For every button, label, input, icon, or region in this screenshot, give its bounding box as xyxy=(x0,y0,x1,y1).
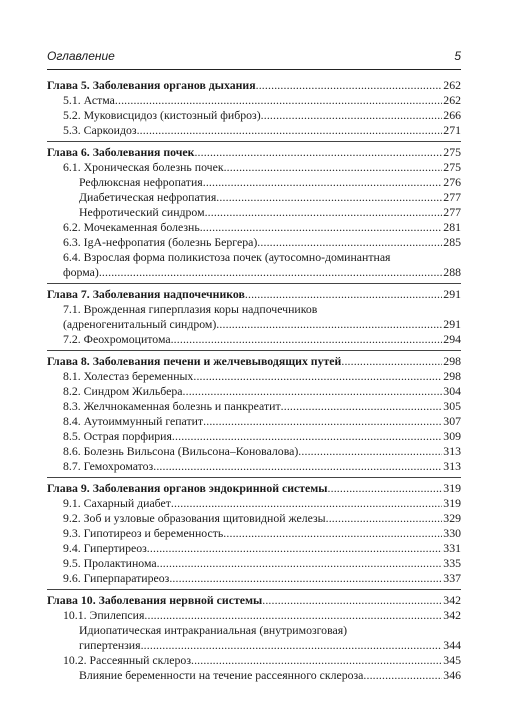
toc-entry[interactable] xyxy=(47,332,461,347)
toc-page-number: 319 xyxy=(443,496,461,510)
toc-entry[interactable] xyxy=(47,265,461,280)
toc-page-number: 281 xyxy=(443,220,461,234)
toc-page-number: 309 xyxy=(443,429,461,443)
toc-page-number: 337 xyxy=(443,571,461,585)
toc-entry-title: Рефлюксная нефропатия xyxy=(79,175,203,189)
toc-entry-title: 8.7. Гемохроматоз xyxy=(63,459,154,473)
dot-leader xyxy=(262,593,442,608)
toc-chapter-entry[interactable] xyxy=(47,145,461,160)
toc-chapter-section xyxy=(47,477,461,586)
toc-chapter-entry[interactable] xyxy=(47,78,461,93)
toc-chapter-title: Глава 8. Заболевания печени и желчевыводящих путей xyxy=(47,354,342,368)
toc-entry[interactable] xyxy=(47,235,461,250)
toc-entry-title: 6.3. IgA-нефропатия (болезнь Бергера) xyxy=(63,235,258,249)
dot-leader xyxy=(261,108,443,123)
toc-chapter-section xyxy=(47,283,461,347)
toc-entry[interactable] xyxy=(47,526,461,541)
toc-entry[interactable] xyxy=(47,496,461,511)
dot-leader xyxy=(169,571,442,586)
dot-leader xyxy=(203,414,442,429)
toc-entry-title: гипертензия xyxy=(79,638,141,652)
toc-entry[interactable] xyxy=(47,399,461,414)
toc-entry[interactable] xyxy=(47,220,461,235)
toc-entry[interactable] xyxy=(47,459,461,474)
toc-page-number: 313 xyxy=(443,459,461,473)
toc-entry[interactable] xyxy=(47,638,461,653)
dot-leader xyxy=(363,668,442,683)
toc-page-number: 331 xyxy=(443,541,461,555)
toc-page-number: 304 xyxy=(443,384,461,398)
dot-leader xyxy=(298,444,442,459)
toc-entry-title: Диабетическая нефропатия xyxy=(79,190,217,204)
toc-entry-title: 6.2. Мочекаменная болезнь xyxy=(63,220,200,234)
dot-leader xyxy=(172,429,442,444)
toc-entry-title: 9.6. Гиперпаратиреоз xyxy=(63,571,170,585)
toc-entry xyxy=(47,623,461,638)
running-header-title: Оглавление xyxy=(47,49,115,63)
toc-entry-title: 9.1. Сахарный диабет xyxy=(63,496,171,510)
toc-page-number: 285 xyxy=(443,235,461,249)
dot-leader xyxy=(341,354,442,369)
toc-entry-title: (адреногенитальный синдром) xyxy=(63,317,217,331)
toc-entry-title: 8.5. Острая порфирия xyxy=(63,429,172,443)
toc-entry[interactable] xyxy=(47,541,461,556)
dot-leader xyxy=(216,190,442,205)
toc-page-number: 346 xyxy=(443,668,461,682)
toc-page-number: 298 xyxy=(443,369,461,383)
toc-page-number: 305 xyxy=(443,399,461,413)
toc-page-number: 271 xyxy=(443,123,461,137)
dot-leader xyxy=(99,265,442,280)
toc-entry-title: 8.6. Болезнь Вильсона (Вильсона–Коновалова) xyxy=(63,444,299,458)
dot-leader xyxy=(281,399,443,414)
toc-page-number: 313 xyxy=(443,444,461,458)
toc-page-number: 319 xyxy=(443,481,461,495)
toc-entry-title: 9.5. Пролактинома xyxy=(63,556,157,570)
toc-entry-title: 10.1. Эпилепсия xyxy=(63,608,145,622)
toc-entry[interactable] xyxy=(47,429,461,444)
toc-entry xyxy=(47,302,461,317)
toc-page-number: 275 xyxy=(443,160,461,174)
dot-leader xyxy=(183,384,443,399)
toc-entry[interactable] xyxy=(47,317,461,332)
toc-entry-title: 8.4. Аутоиммунный гепатит xyxy=(63,414,204,428)
toc-chapter-title: Глава 7. Заболевания надпочечников xyxy=(47,287,245,301)
page-number: 5 xyxy=(454,49,461,63)
toc-chapter-section xyxy=(47,78,461,138)
toc-entry[interactable] xyxy=(47,571,461,586)
toc-chapter-title: Глава 10. Заболевания нервной системы xyxy=(47,593,263,607)
toc-page-number: 330 xyxy=(443,526,461,540)
toc-page-number: 342 xyxy=(443,608,461,622)
toc-chapter-title: Глава 9. Заболевания органов эндокринной системы xyxy=(47,481,328,495)
toc-page-number: 342 xyxy=(443,593,461,607)
toc-chapter-title: Глава 6. Заболевания почек xyxy=(47,145,195,159)
toc-entry[interactable] xyxy=(47,205,461,220)
toc-entry[interactable] xyxy=(47,444,461,459)
toc-entry[interactable] xyxy=(47,190,461,205)
toc-entry-title: 7.1. Врожденная гиперплазия коры надпочечников xyxy=(63,302,318,316)
toc-page-number: 335 xyxy=(443,556,461,570)
toc-entry[interactable] xyxy=(47,384,461,399)
toc-chapter-entry[interactable] xyxy=(47,354,461,369)
toc-entry-title: 5.1. Астма xyxy=(63,93,115,107)
toc-entry-title: 7.2. Феохромоцитома xyxy=(63,332,171,346)
toc-entry-title: Влияние беременности на течение рассеянного склероза xyxy=(79,668,364,682)
toc-entry[interactable] xyxy=(47,369,461,384)
toc-entry[interactable] xyxy=(47,511,461,526)
toc-entry[interactable] xyxy=(47,123,461,138)
dot-leader xyxy=(171,332,443,347)
toc-entry[interactable] xyxy=(47,414,461,429)
toc-entry[interactable] xyxy=(47,93,461,108)
toc-page-number: 275 xyxy=(443,145,461,159)
toc-chapter-section xyxy=(47,350,461,474)
toc-entry-title: 5.3. Саркоидоз xyxy=(63,123,137,137)
toc-entry-title: 6.1. Хроническая болезнь почек xyxy=(63,160,224,174)
toc-page-number: 294 xyxy=(443,332,461,346)
dot-leader xyxy=(153,459,442,474)
toc-page-number: 262 xyxy=(443,93,461,107)
dot-leader xyxy=(141,638,443,653)
dot-leader xyxy=(256,78,443,93)
toc-entry-title: 9.2. Зоб и узловые образования щитовидной железы xyxy=(63,511,326,525)
dot-leader xyxy=(257,235,442,250)
toc-entry[interactable] xyxy=(47,175,461,190)
dot-leader xyxy=(171,496,442,511)
toc-entry[interactable] xyxy=(47,160,461,175)
toc-page-number: 277 xyxy=(443,205,461,219)
dot-leader xyxy=(157,556,443,571)
dot-leader xyxy=(205,205,443,220)
toc-page-number: 298 xyxy=(443,354,461,368)
toc-page-number: 276 xyxy=(443,175,461,189)
toc-page-number: 277 xyxy=(443,190,461,204)
toc-entry-title: форма) xyxy=(63,265,99,279)
toc-entry-title: 8.2. Синдром Жильбера xyxy=(63,384,183,398)
toc-page-number: 266 xyxy=(443,108,461,122)
toc-page-number: 288 xyxy=(443,265,461,279)
toc-chapter-section xyxy=(47,141,461,280)
toc-page-number: 345 xyxy=(443,653,461,667)
dot-leader xyxy=(223,526,442,541)
dot-leader xyxy=(147,541,443,556)
toc-entry-title: 5.2. Муковисцидоз (кистозный фиброз) xyxy=(63,108,261,122)
toc-chapter-entry[interactable] xyxy=(47,593,461,608)
toc-page-number: 291 xyxy=(443,287,461,301)
toc-chapter-entry[interactable] xyxy=(47,287,461,302)
toc-entry-title: 9.3. Гипотиреоз и беременность xyxy=(63,526,224,540)
toc-chapter-title: Глава 5. Заболевания органов дыхания xyxy=(47,78,256,92)
dot-leader xyxy=(216,317,442,332)
toc-page-number: 329 xyxy=(443,511,461,525)
toc-page-number: 307 xyxy=(443,414,461,428)
table-of-contents xyxy=(47,78,461,686)
dot-leader xyxy=(191,653,442,668)
toc-entry[interactable] xyxy=(47,108,461,123)
dot-leader xyxy=(224,160,443,175)
toc-entry[interactable] xyxy=(47,608,461,623)
toc-entry-title: 9.4. Гипертиреоз xyxy=(63,541,147,555)
toc-entry-title: Идиопатическая интракраниальная (внутримозговая) xyxy=(79,623,348,637)
toc-chapter-entry[interactable] xyxy=(47,481,461,496)
toc-entry xyxy=(47,250,461,265)
toc-entry[interactable] xyxy=(47,556,461,571)
dot-leader xyxy=(245,287,442,302)
dot-leader xyxy=(328,481,443,496)
running-header xyxy=(47,47,461,70)
dot-leader xyxy=(115,93,442,108)
dot-leader xyxy=(137,123,443,138)
toc-page-number: 262 xyxy=(443,78,461,92)
toc-page-number: 291 xyxy=(443,317,461,331)
dot-leader xyxy=(194,145,442,160)
toc-entry[interactable] xyxy=(47,653,461,668)
dot-leader xyxy=(203,175,443,190)
toc-page-number: 344 xyxy=(443,638,461,652)
toc-entry-title: 8.3. Желчнокаменная болезнь и панкреатит xyxy=(63,399,281,413)
dot-leader xyxy=(326,511,443,526)
dot-leader xyxy=(200,220,443,235)
toc-entry-title: 10.2. Рассеянный склероз xyxy=(63,653,191,667)
toc-entry-title: 8.1. Холестаз беременных xyxy=(63,369,194,383)
toc-entry[interactable] xyxy=(47,668,461,683)
toc-chapter-section xyxy=(47,589,461,683)
dot-leader xyxy=(193,369,442,384)
dot-leader xyxy=(144,608,442,623)
toc-entry-title: 6.4. Взрослая форма поликистоза почек (аутосомно-доминантная xyxy=(63,250,391,264)
toc-entry-title: Нефротический синдром xyxy=(79,205,205,219)
